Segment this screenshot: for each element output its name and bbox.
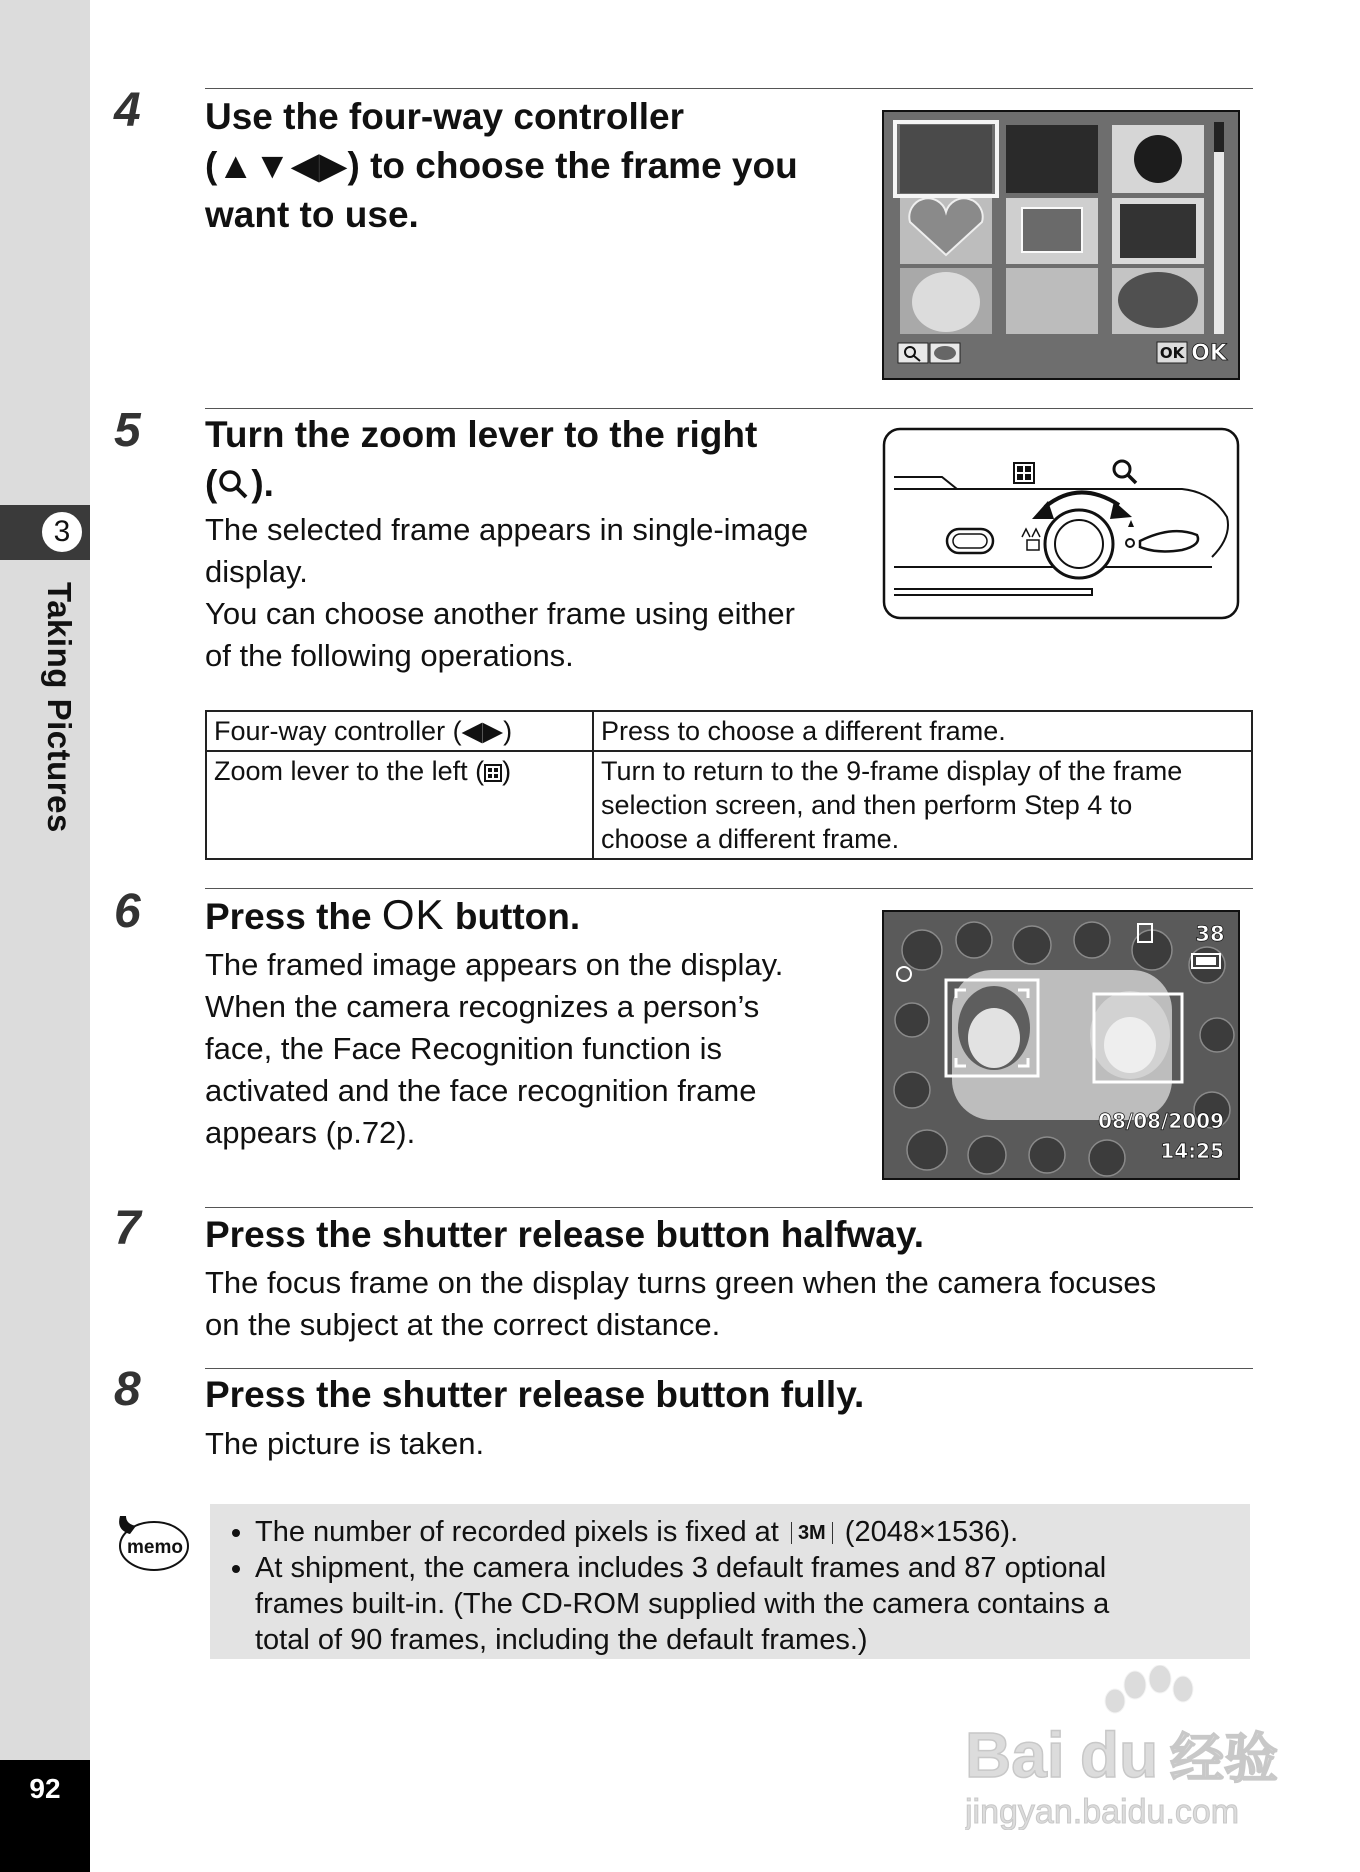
step-6-heading: Press the OK button.	[205, 891, 581, 938]
step-4-heading-line: (▲▼◀▶) to choose the frame you	[205, 145, 798, 186]
body-line: face, the Face Recognition function is	[205, 1031, 722, 1066]
cell-line: Turn to return to the 9-frame display of the frame	[601, 756, 1183, 786]
time-stamp: 14:25	[1160, 1139, 1224, 1163]
step-7-body	[205, 1262, 1156, 1346]
step-5-body	[205, 509, 808, 677]
camera-zoom-lever-illustration	[882, 427, 1240, 620]
table-cell-description: Press to choose a different frame.	[593, 711, 1252, 751]
body-line: display.	[205, 554, 308, 589]
thumbnail-grid-icon	[484, 763, 502, 783]
table-cell-control: Zoom lever to the left ( )	[206, 751, 593, 859]
chapter-title: Taking Pictures	[41, 582, 78, 833]
watermark-brand2: du	[1080, 1719, 1159, 1791]
memo-box	[210, 1504, 1250, 1659]
step-6-body	[205, 944, 783, 1154]
memo-line: frames built-in. (The CD-ROM supplied with the camera contains a	[255, 1588, 1110, 1620]
step-5-rule	[205, 408, 1253, 409]
ok-badge-label: OK	[1159, 344, 1185, 362]
step-4-heading	[205, 92, 798, 239]
zoom-tele-icon	[217, 468, 251, 500]
paw-logo	[1105, 1665, 1193, 1713]
step-8-number: 8	[114, 1363, 141, 1416]
frame-thumbnail-grid	[900, 125, 1204, 334]
step-5-heading	[205, 410, 757, 508]
body-line: The framed image appears on the display.	[205, 947, 784, 982]
step-8-body: The picture is taken.	[205, 1426, 485, 1461]
memo-item: • The number of recorded pixels is fixed at 3M (2048×1536).	[255, 1514, 1250, 1550]
body-line: The selected frame appears in single-image	[205, 512, 809, 547]
body-line: of the following operations.	[205, 638, 574, 673]
step-7-heading: Press the shutter release button halfway.	[205, 1214, 924, 1255]
memo-icon	[112, 1508, 190, 1574]
ok-label: OK	[1191, 341, 1227, 366]
step-6-rule	[205, 888, 1253, 889]
shots-remaining: 38	[1195, 922, 1225, 946]
step-7-rule	[205, 1207, 1253, 1208]
date-stamp: 08/08/2009	[1098, 1109, 1224, 1133]
table-cell-description	[593, 751, 1252, 859]
step-4-heading-line: Use the four-way controller	[205, 96, 685, 137]
table-row	[206, 751, 1252, 859]
step-5-heading-line: Turn the zoom lever to the right	[205, 414, 758, 455]
table-row	[206, 711, 1252, 751]
memo-line: • At shipment, the camera includes 3 default frames and 87 optional	[255, 1552, 1107, 1584]
step-4-rule	[205, 88, 1253, 89]
table-cell-control: Four-way controller (◀▶)	[206, 711, 593, 751]
body-line: You can choose another frame using either	[205, 596, 795, 631]
step-5-heading-line: ( ).	[205, 463, 274, 504]
framed-image-screen	[882, 910, 1240, 1180]
step-4-heading-line: want to use.	[205, 194, 419, 235]
step-8-rule	[205, 1368, 1253, 1369]
watermark-cn: 经验	[1170, 1727, 1278, 1790]
memo-icon-label: memo	[127, 1537, 183, 1558]
body-line: activated and the face recognition frame	[205, 1073, 757, 1108]
baidu-watermark	[965, 1665, 1295, 1830]
cell-line: choose a different frame.	[601, 824, 900, 854]
chapter-number: 3	[40, 510, 84, 554]
step-8-heading: Press the shutter release button fully.	[205, 1374, 865, 1415]
memo-item	[255, 1550, 1250, 1658]
step-5-number: 5	[114, 404, 141, 457]
page-number: 92	[29, 1773, 61, 1804]
body-line: The focus frame on the display turns green when the camera focuses	[205, 1265, 1157, 1300]
memo-line: total of 90 frames, including the default frames.)	[255, 1624, 868, 1656]
ok-button-glyph: OK	[381, 891, 445, 938]
chapter-sidebar	[0, 0, 90, 1872]
step-4-number: 4	[114, 84, 141, 137]
watermark-url: jingyan.baidu.com	[965, 1793, 1240, 1830]
cell-line: selection screen, and then perform Step 4 to	[601, 790, 1133, 820]
body-line: When the camera recognizes a person’s	[205, 989, 760, 1024]
operations-table	[205, 710, 1253, 860]
step-7-number: 7	[114, 1202, 141, 1255]
body-line: on the subject at the correct distance.	[205, 1307, 721, 1342]
step-6-number: 6	[114, 885, 141, 938]
recorded-pixels-badge: 3M	[791, 1522, 833, 1544]
memo-list	[210, 1504, 1250, 1658]
body-line: appears (p.72).	[205, 1115, 416, 1150]
frame-selection-screen	[882, 110, 1240, 380]
watermark-brand: Bai	[965, 1719, 1065, 1791]
scrollbar-thumb	[1214, 122, 1224, 152]
